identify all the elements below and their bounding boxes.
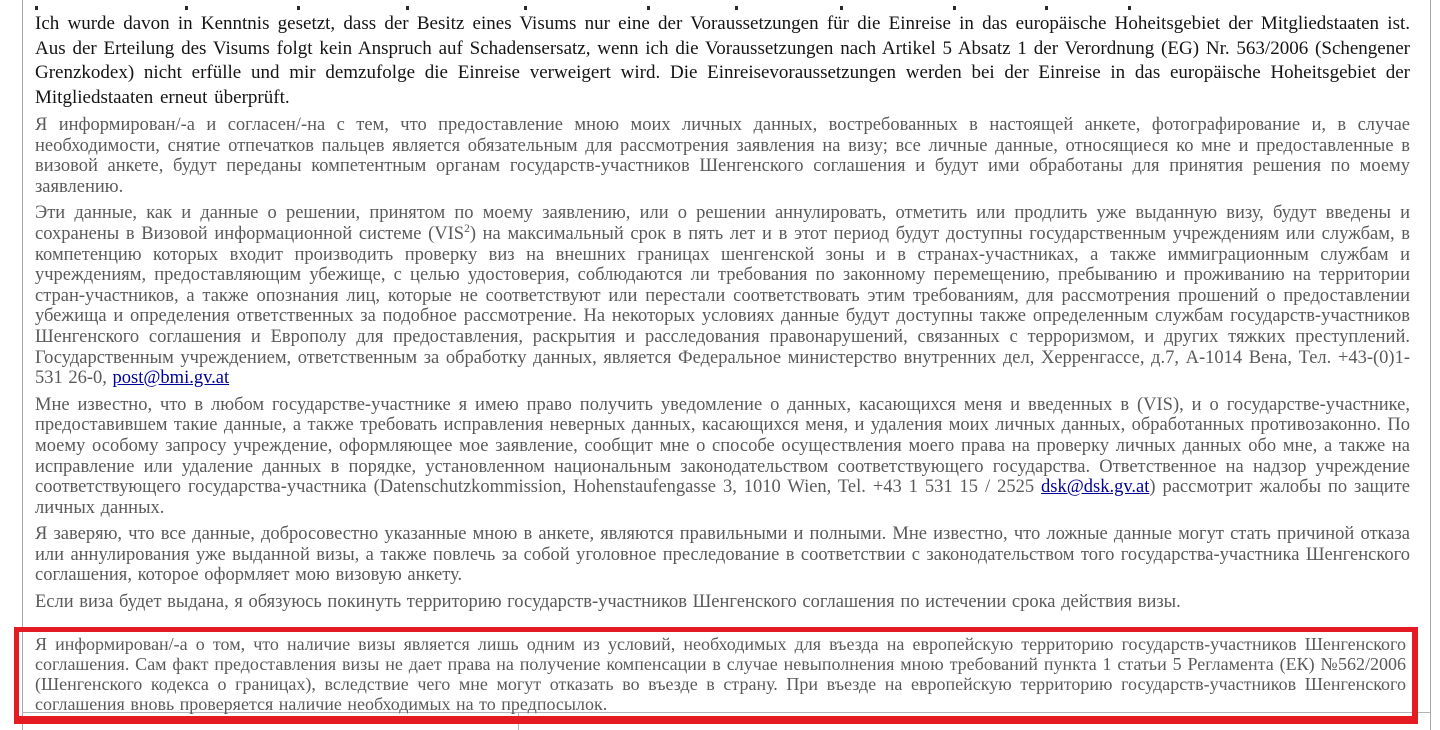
german-declaration-paragraph: Ich wurde davon in Kenntnis gesetzt, dass der Besitz eines Visums nur eine der Voraussetzungen für die Einreise in das europäische Hoheitsgebiet der Mitgliedstaaten ist. Aus der Erteilung des Visums folgt kein Anspruch auf Schadensersatz, wenn ich die Voraussetzungen nach Artikel 5 Absatz 1 der Verordnung (EG) Nr. 563/2006 (Schengener Grenzkodex) nicht erfülle und mir demzufolge die Einreise verweigert wird. Die Einreisevoraussetzungen werden bei der Einreise in das europäische Hoheitsgebiet der Mitgliedstaaten erneut überprüft. <box>35 13 1410 108</box>
data-rights-text-end: ) рассмотрит жалобы по защите личных данных. <box>35 477 1410 518</box>
red-highlight-annotation <box>14 627 1418 724</box>
russian-data-rights-paragraph <box>35 395 1410 519</box>
text-descender-fragments <box>35 6 38 10</box>
vis-paragraph-text-start: Эти данные, как и данные о решении, принятом по моему заявлению, или о решении аннулировать, отметить или продлить уже выданную визу, будут введены и сохранены в Визовой информационной системе (VIS <box>35 203 1410 244</box>
russian-vis-paragraph <box>35 203 1410 388</box>
russian-highlighted-paragraph: Я информирован/-а о том, что наличие визы является лишь одним из условий, необходимых для въезда на европейскую территорию государств-участников Шенгенского соглашения. Сам факт предоставления визы не дает права на получение компенсации в случае невыполнения мною требований пункта 1 статьи 5 Регламента (ЕК) №562/2006 (Шенгенского кодекса о границах), вследствие чего мне могут отказать во въезде в страну. При въезде на европейскую территорию государств-участников Шенгенского соглашения вновь проверяется наличие необходимых на то предпосылок. <box>35 634 1406 714</box>
bmi-email-link[interactable]: post@bmi.gv.at <box>112 368 230 389</box>
dsk-email-link[interactable]: dsk@dsk.gv.at <box>1041 477 1150 498</box>
russian-consent-paragraph: Я информирован/-а и согласен/-на с тем, что предоставление мною моих личных данных, востребованных в настоящей анкете, фотографирование и, в случае необходимости, снятие отпечатков пальцев является обязательным для рассмотрения заявления на визу; все личные данные, относящиеся ко мне и предоставленные в визовой анкете, будут переданы компетентным органам государств-участников Шенгенского соглашения и будут ими обработаны для принятия решения по моему заявлению. <box>35 115 1410 197</box>
table-border-right <box>1430 0 1431 730</box>
data-rights-text-start: Мне известно, что в любом государстве-участнике я имею право получить уведомление о данных, касающихся меня и введенных в (VIS), и о государстве-участнике, предоставившем такие данные, а также требовать исправления неверных данных, касающихся меня, и удаления моих личных данных, обработанных противозаконно. По моему особому запросу учреждение, оформляющее мое заявление, сообщит мне о способе осуществления моего права на проверку личных данных обо мне, а также на исправление или удаление данных в порядке, установленном национальным законодательством соответствующего государства. Ответственное на надзор учреждение соответствующего государства-участника (Datenschutzkommission, Hohenstaufengasse 3, 1010 Wien, Tel. +43 1 531 15 / 2525 <box>35 394 1410 498</box>
vis-paragraph-text-end: ) на максимальный срок в пять лет и в этот период будут доступны государственным учреждениям или службам, в компетенцию которых входит производить проверку виз на внешних границах шенгенской зоны и в странах-участниках, а также иммиграционным службам и учреждениям, предоставляющим убежище, с целью удостоверия, соблюдаются ли требования по законному перемещению, пребыванию и проживанию на территории стран-участников, а также опознания лиц, которые не соответствуют или перестали соответствовать этим требованиям, для рассмотрения прошений о предоставлении убежища и определения ответственных за подобное рассмотрение. На некоторых условиях данные будут доступны также определенным службам государств-участников Шенгенского соглашения и Европолу для предоставления, раскрытия и расследования правонарушений, связанных с терроризмом, и других тяжких преступлений. Государственным учреждением, ответственным за обработку данных, является Федеральное министерство внутренних дел, Херренгассе, д.7, А-1014 Вена, Тел. +43-(0)1-531 26-0, <box>35 223 1410 389</box>
russian-truthfulness-paragraph: Я заверяю, что все данные, добросовестно указанные мною в анкете, являются правильными и полными. Мне известно, что ложные данные могут стать причиной отказа или аннулирования уже выданной визы, а также повлечь за собой уголовное преследование в соответствии с законодательством того государства-участника Шенгенского соглашения, которое оформляет мою визовую анкету. <box>35 524 1410 586</box>
table-border-left <box>22 0 23 730</box>
russian-departure-paragraph: Если виза будет выдана, я обязуюсь покинуть территорию государств-участников Шенгенского соглашения по истечении срока действия визы. <box>35 592 1181 613</box>
vis-footnote-superscript: 2 <box>464 222 470 235</box>
clipped-previous-line <box>35 0 1410 12</box>
